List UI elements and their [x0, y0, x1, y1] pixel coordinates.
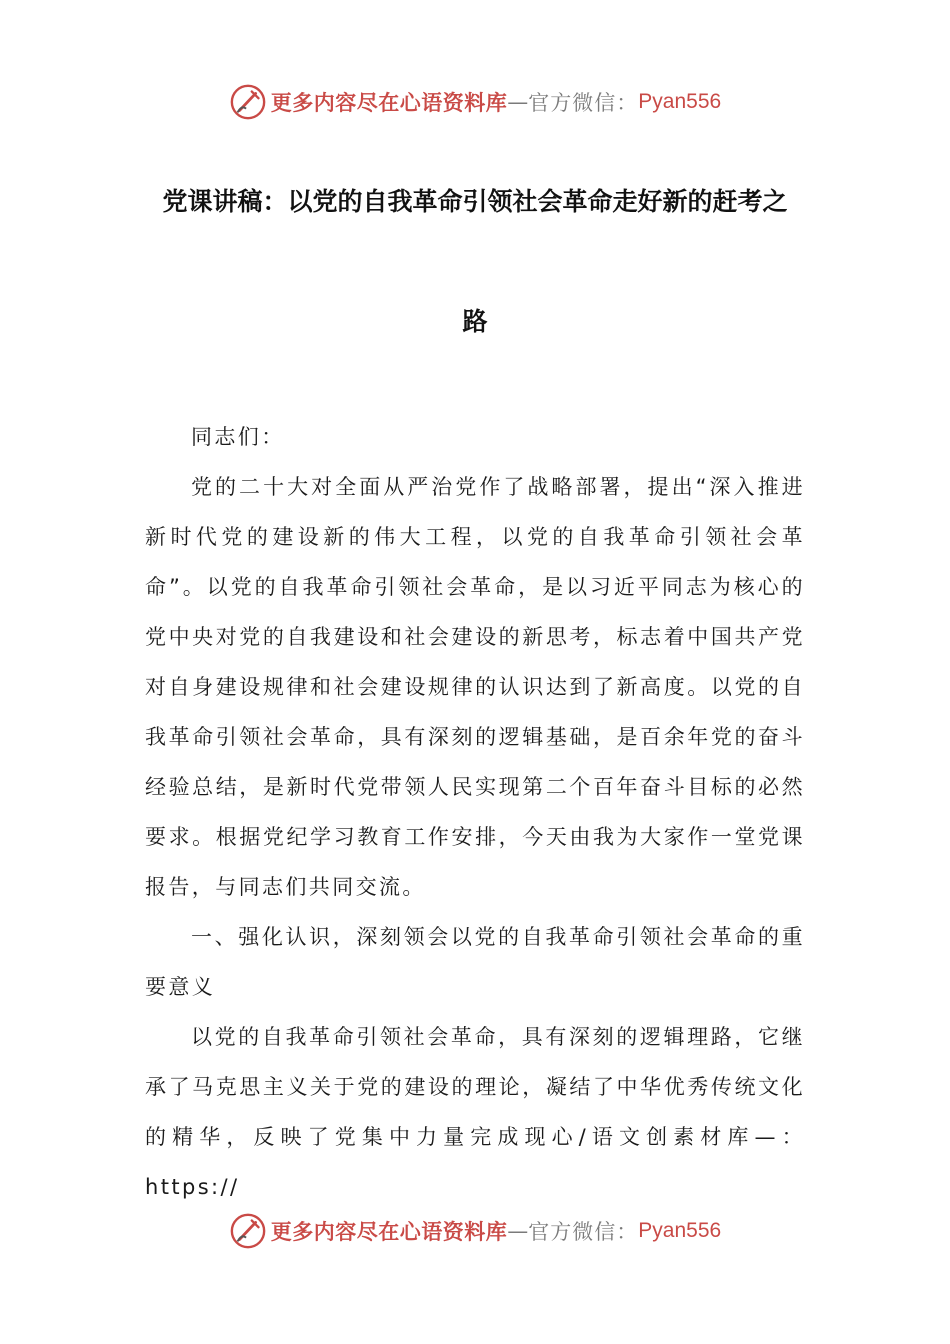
banner-sub-text: 官方微信： [528, 1220, 639, 1244]
paragraph-2: 以党的自我革命引领社会革命，具有深刻的逻辑理路，它继承了马克思主义关于党的建设的理论，凝结了中华优秀传统文化的精华，反映了党集中力量完成现心/语文创素材库—：https:// [145, 1025, 805, 1199]
banner-separator: — [507, 1219, 529, 1243]
header-banner [0, 82, 950, 122]
banner-sub-text: 官方微信： [528, 91, 639, 115]
banner-main-text: 更多内容尽在心语资料库 [270, 90, 508, 115]
section-heading-1: 一、强化认识，深刻领会以党的自我革命引领社会革命的重要意义 [145, 925, 805, 999]
banner-wechat-id: Pyan556 [638, 1219, 722, 1242]
page-title-line-2: 路 [462, 307, 488, 336]
banner-wechat-id: Pyan556 [638, 90, 722, 113]
paragraph-1: 党的二十大对全面从严治党作了战略部署，提出“深入推进新时代党的建设新的伟大工程，以党的自我革命引领社会革命”。以党的自我革命引领社会革命，是以习近平同志为核心的党中央对党的自我建设和社会建设的新思考，标志着中国共产党对自身建设规律和社会建设规律的认识达到了新高度。以党的自我革命引领社会革命，具有深刻的逻辑基础，是百余年党的奋斗经验总结，是新时代党带领人民实现第二个百年奋斗目标的必然要求。根据党纪学习教育工作安排，今天由我为大家作一堂党课报告，与同志们共同交流。 [145, 475, 805, 899]
footer-banner [0, 1211, 950, 1251]
banner-main-text: 更多内容尽在心语资料库 [270, 1219, 508, 1244]
greeting: 同志们： [191, 425, 285, 449]
logo-icon [229, 83, 267, 121]
document-body [145, 412, 805, 1212]
banner-separator: — [507, 90, 529, 114]
page-title-line-1: 党课讲稿：以党的自我革命引领社会革命走好新的赶考之 [162, 187, 788, 216]
logo-icon [229, 1212, 267, 1250]
